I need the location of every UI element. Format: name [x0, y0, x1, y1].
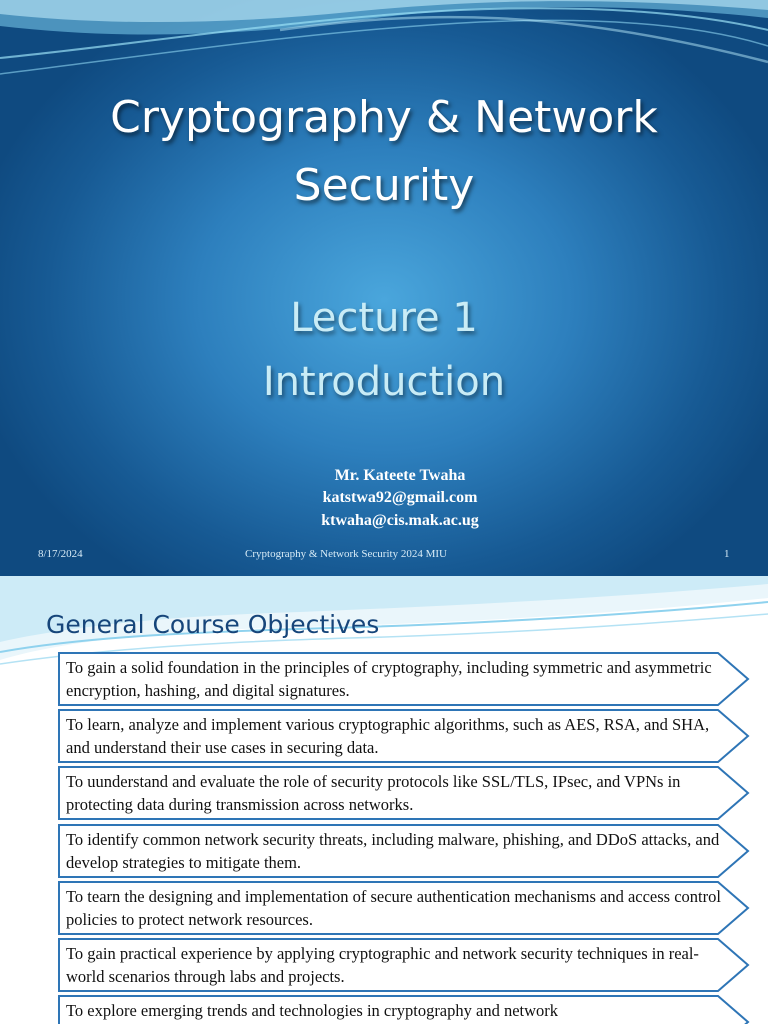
footer-date: 8/17/2024: [38, 548, 83, 560]
author-email-1: katstwa92@gmail.com: [322, 489, 478, 506]
objective-text: To uunderstand and evaluate the role of security protocols like SSL/TLS, IPsec, and VPNs in protecting data during transmission across networks.: [66, 772, 681, 814]
lecture-topic: Introduction: [262, 359, 506, 405]
objective-item-7: [58, 995, 748, 1024]
objective-item-6: [58, 938, 748, 990]
slide-title-line1: Cryptography & Network: [110, 92, 658, 143]
objective-item-5: [58, 881, 748, 933]
lecture-number: Lecture 1: [290, 295, 478, 341]
objective-text: To tearn the designing and implementation of secure authentication mechanisms and access control policies to protect network resources.: [66, 887, 721, 929]
objective-text: To identify common network security threats, including malware, phishing, and DDoS attacks, and develop strategies to mitigate them.: [66, 830, 720, 872]
footer-course: Cryptography & Network Security 2024 MIU: [245, 548, 447, 560]
objective-text: To explore emerging trends and technologies in cryptography and network: [66, 1001, 559, 1020]
objective-item-2: [58, 709, 748, 761]
slide-title-line2: Security: [293, 160, 475, 211]
footer-page-number: 1: [724, 548, 730, 560]
objective-text: To gain a solid foundation in the principles of cryptography, including symmetric and asymmetric encryption, hashing, and digital signatures.: [66, 658, 712, 700]
objectives-title: General Course Objectives: [46, 610, 380, 639]
objective-item-4: [58, 824, 748, 876]
author-name: Mr. Kateete Twaha: [334, 467, 466, 484]
objectives-slide: [0, 576, 768, 1024]
objective-text: To learn, analyze and implement various cryptographic algorithms, such as AES, RSA, and SHA, and understand their use cases in securing data.: [66, 715, 710, 757]
author-email-2: ktwaha@cis.mak.ac.ug: [321, 512, 479, 529]
objective-item-3: [58, 766, 748, 818]
objective-text: To gain practical experience by applying cryptographic and network security techniques in real-world scenarios through labs and projects.: [66, 944, 699, 986]
objective-item-1: [58, 652, 748, 704]
